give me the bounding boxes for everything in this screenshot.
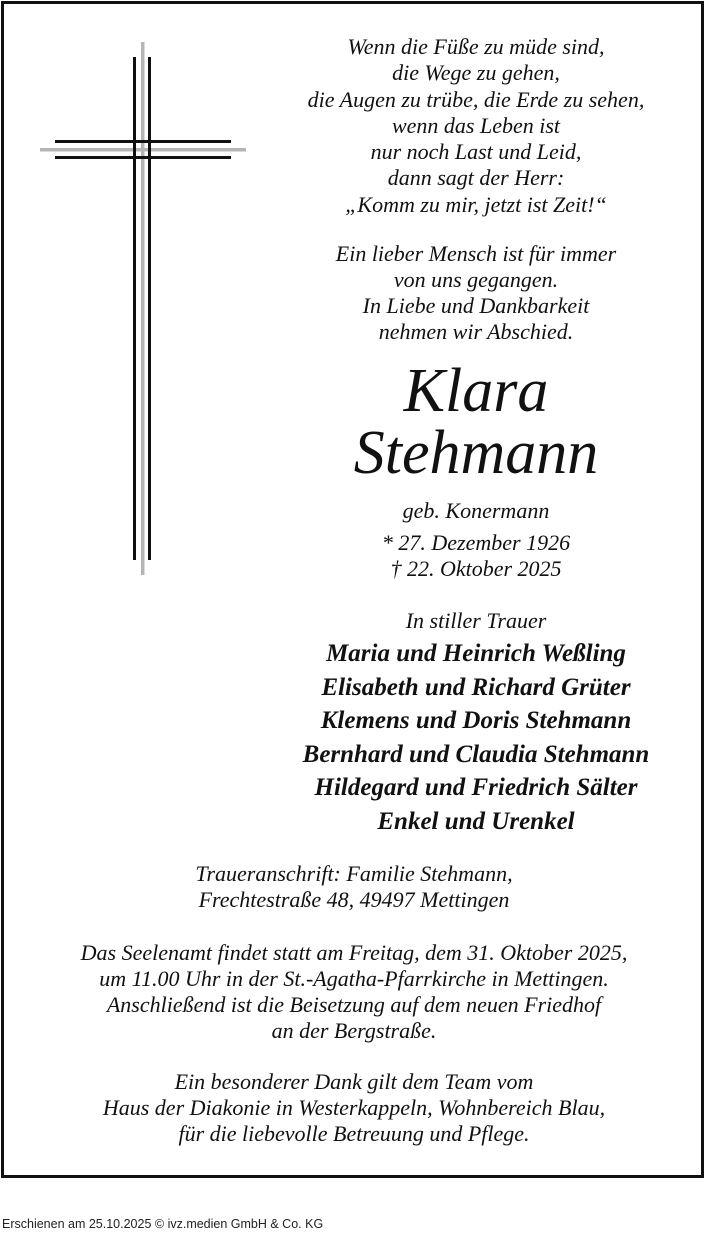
poem-line: die Wege zu gehen,	[392, 60, 560, 86]
poem-line: wenn das Leben ist	[391, 112, 561, 138]
service-line: Anschließend ist die Beisetzung auf dem neuen Friedhof	[106, 992, 602, 1017]
mourning-intro-text: In stiller Trauer	[405, 608, 547, 633]
mourner-name: Klemens und Doris Stehmann	[320, 707, 632, 735]
poem-line: Wenn die Füße zu müde sind,	[347, 34, 605, 59]
service-line: Das Seelenamt findet statt am Freitag, dem 31. Oktober 2025,	[80, 940, 628, 965]
thanks-note	[10, 1069, 698, 1147]
mourner-name: Maria und Heinrich Weßling	[326, 640, 626, 667]
address-line: Frechtestraße 48, 49497 Mettingen	[198, 887, 510, 912]
farewell-text	[270, 241, 682, 345]
mourning-intro	[270, 608, 682, 634]
farewell-line: von uns gegangen.	[393, 267, 559, 292]
thanks-line: Ein besonderer Dank gilt dem Team vom	[174, 1069, 534, 1094]
mourner-name: Enkel und Urenkel	[377, 807, 575, 835]
death-date: † 22. Oktober 2025	[390, 556, 562, 581]
mourning-address	[90, 861, 618, 913]
birth-date: * 27. Dezember 1926	[381, 530, 571, 555]
mourner-name: Elisabeth und Richard Grüter	[321, 673, 631, 701]
poem-line: dann sagt der Herr:	[387, 165, 565, 191]
birth-name-text: geb. Konermann	[402, 498, 550, 523]
mourners-list	[270, 637, 682, 839]
thanks-line: für die liebevolle Betreuung und Pflege.	[178, 1121, 530, 1146]
farewell-line: In Liebe und Dankbarkeit	[362, 293, 590, 318]
farewell-line: nehmen wir Abschied.	[378, 319, 574, 344]
poem-line: „Komm zu mir, jetzt ist Zeit!“	[345, 191, 607, 217]
poem	[270, 34, 682, 218]
address-line: Traueranschrift: Familie Stehmann,	[195, 861, 513, 886]
life-dates	[270, 530, 682, 582]
cross-icon	[0, 0, 260, 590]
publication-footer: Erschienen am 25.10.2025 © ivz.medien GmbH & Co. KG	[2, 1217, 324, 1231]
deceased-name	[270, 357, 682, 487]
farewell-line: Ein lieber Mensch ist für immer	[335, 241, 617, 266]
mourner-name: Hildegard und Friedrich Sälter	[314, 774, 638, 802]
service-info	[10, 940, 698, 1044]
deceased-first-name: Klara	[403, 357, 549, 425]
service-line: um 11.00 Uhr in der St.-Agatha-Pfarrkirche in Mettingen.	[99, 966, 609, 991]
service-line: an der Bergstraße.	[271, 1018, 437, 1043]
thanks-line: Haus der Diakonie in Westerkappeln, Wohnbereich Blau,	[102, 1095, 606, 1120]
mourner-name: Bernhard und Claudia Stehmann	[302, 740, 650, 768]
birth-name	[270, 498, 682, 524]
poem-line: die Augen zu trübe, die Erde zu sehen,	[307, 86, 645, 112]
poem-line: nur noch Last und Leid,	[370, 139, 582, 165]
deceased-last-name: Stehmann	[353, 419, 599, 487]
